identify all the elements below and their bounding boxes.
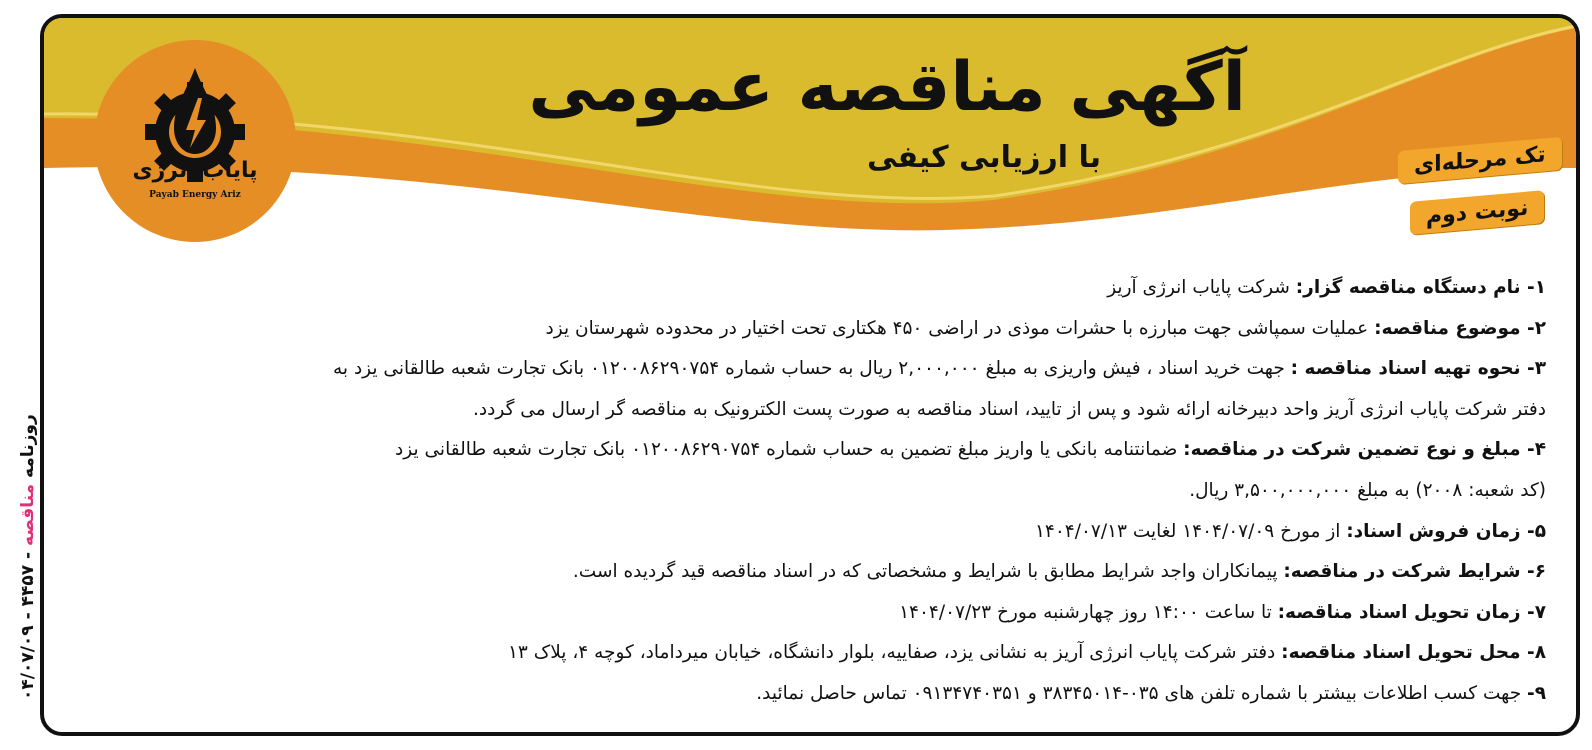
item-4-continued: (کد شعبه: ۲۰۰۸) به مبلغ ۳,۵۰۰,۰۰۰,۰۰۰ ریال. [1189, 479, 1546, 501]
item-label: ۲- موضوع مناقصه: [1374, 317, 1546, 339]
item-5 [114, 512, 1546, 553]
item-7 [114, 593, 1546, 634]
item-3-continued: دفتر شرکت پایاب انرژی آریز واحد دبیرخانه ارائه شود و پس از تایید، اسناد مناقصه به صورت پست الکترونیک به مناقصه گر ارسال می گردد. [473, 398, 1546, 420]
side-note [2, 90, 36, 710]
item-label: ۶- شرایط شرکت در مناقصه: [1283, 561, 1546, 583]
item-text: تا ساعت ۱۴:۰۰ روز چهارشنبه مورخ ۱۴۰۴/۰۷/۲۳ [899, 601, 1278, 623]
side-note-text [18, 414, 38, 700]
item-1 [114, 268, 1546, 309]
item-4 [114, 430, 1546, 471]
item-text: پیمانکاران واجد شرایط مطابق با شرایط و مشخصاتی که در اسناد مناقصه قید گردیده است. [572, 561, 1284, 583]
item-label: ۹- [1527, 682, 1546, 704]
item-label: ۱- نام دستگاه مناقصه گزار: [1295, 277, 1546, 298]
item-text: دفتر شرکت پایاب انرژی آریز به نشانی یزد، صفاییه، بلوار دانشگاه، خیابان میرداماد، کوچه ۴، پلاک ۱۳ [507, 642, 1282, 664]
side-issue: - ۴۴۵۷ - ۰۴/۰۷/۰۹ [18, 551, 38, 700]
item-label: ۷- زمان تحویل اسناد مناقصه: [1277, 601, 1546, 623]
notice-subtitle: با ارزیابی کیفی [866, 140, 1101, 175]
item-text: جهت خرید اسناد ، فیش واریزی به مبلغ ۲,۰۰۰,۰۰۰ ریال به حساب شماره ۰۱۲۰۰۸۶۲۹۰۷۵۴ بانک تجارت شعبه طالقانی یزد به [333, 358, 1291, 380]
company-logo [94, 40, 296, 242]
item-label: ۳- نحوه تهیه اسناد مناقصه : [1290, 358, 1546, 380]
stage-badge: تک مرحله‌ای [1398, 137, 1562, 184]
side-newspaper-name: مناقصه [18, 483, 38, 546]
item-text: جهت کسب اطلاعات بیشتر با شماره تلفن های ۰۳۵-۳۸۳۴۵۰۱۴ و ۰۹۱۳۴۷۴۰۳۵۱ تماس حاصل نمائید. [756, 682, 1528, 704]
item-label: ۴- مبلغ و نوع تضمین شرکت در مناقصه: [1183, 439, 1546, 461]
notice-body [114, 268, 1546, 715]
gear-drop-icon [94, 40, 296, 242]
item-text: ضمانتنامه بانکی یا واریز مبلغ تضمین به حساب شماره ۰۱۲۰۰۸۶۲۹۰۷۵۴ بانک تجارت شعبه طالقانی یزد [395, 439, 1184, 461]
notice-frame [40, 14, 1580, 736]
logo-name-fa: پایاب انرژی [132, 158, 258, 183]
round-badge: نوبت دوم [1410, 190, 1544, 235]
item-2 [114, 309, 1546, 350]
logo-name-en: Payab Energy Ariz [149, 190, 241, 200]
notice-title: آگهی مناقصه عمومی [528, 48, 1246, 127]
item-9 [114, 674, 1546, 715]
item-text: عملیات سمپاشی جهت مبارزه با حشرات موذی در اراضی ۴۵۰ هکتاری تحت اختیار در محدوده شهرستان یزد [545, 317, 1375, 339]
item-6 [114, 552, 1546, 593]
item-3 [114, 349, 1546, 390]
item-text: از مورخ ۱۴۰۴/۰۷/۰۹ لغایت ۱۴۰۴/۰۷/۱۳ [1035, 520, 1347, 542]
item-8 [114, 633, 1546, 674]
item-label: ۸- محل تحویل اسناد مناقصه: [1281, 642, 1546, 664]
side-newspaper: روزنامه [18, 414, 38, 479]
item-text: شرکت پایاب انرژی آریز [1107, 277, 1296, 298]
item-label: ۵- زمان فروش اسناد: [1346, 520, 1546, 542]
